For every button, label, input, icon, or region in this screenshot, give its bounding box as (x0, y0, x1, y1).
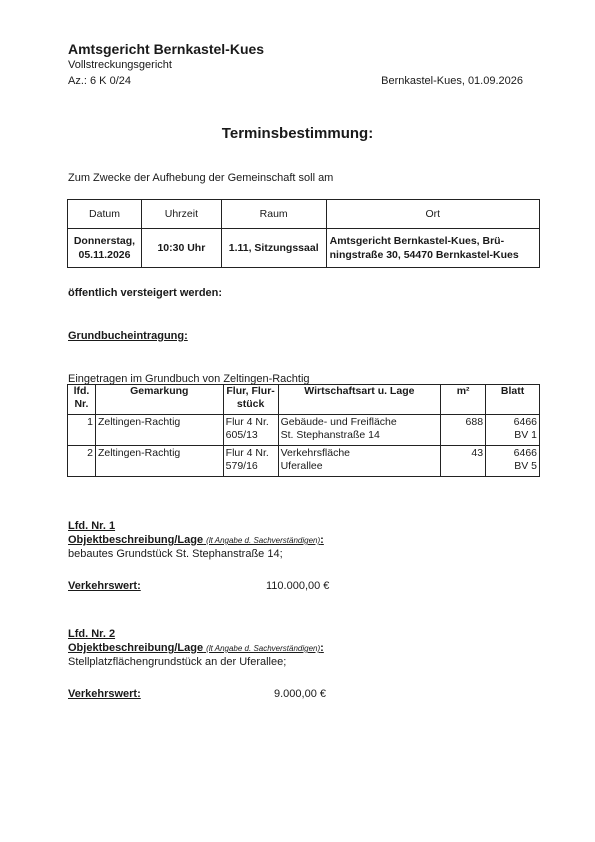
object-2-value-label: Verkehrswert: (68, 688, 141, 700)
appointment-place-line2: ningstraße 30, 54470 Bernkastel-Kues (329, 249, 519, 261)
header-flur (223, 385, 278, 415)
appointment-place-line1: Amtsgericht Bernkastel-Kues, Brü- (329, 235, 505, 247)
appointment-date (68, 229, 142, 268)
parcel-art-line1: Gebäude- und Freifläche (280, 416, 397, 428)
table-row (68, 415, 540, 446)
appointment-date-value: 05.11.2026 (78, 249, 131, 261)
parcel-nr: 2 (68, 446, 96, 477)
parcel-blatt-line1: 6466 (513, 416, 537, 428)
header-datum: Datum (68, 200, 142, 229)
object-2-number: Lfd. Nr. 2 (68, 628, 116, 640)
object-2-value: 9.000,00 € (274, 688, 326, 700)
parcel-flur (223, 415, 278, 446)
land-register-intro: Eingetragen im Grundbuch von Zeltingen-Rachtig (68, 373, 310, 385)
appointment-table (67, 199, 540, 268)
table-row (68, 446, 540, 477)
header-gemarkung: Gemarkung (95, 385, 223, 415)
object-1-number: Lfd. Nr. 1 (68, 520, 116, 532)
header-wirtschaftsart: Wirtschaftsart u. Lage (278, 385, 441, 415)
parcel-blatt-line1: 6466 (513, 447, 537, 459)
parcel-blatt-line2: BV 5 (514, 460, 537, 472)
object-2-description: Stellplatzflächengrundstück an der Uferallee; (68, 656, 287, 668)
object-2-label (68, 642, 324, 654)
object-2-label-note: (lt Angabe d. Sachverständigen) (206, 644, 321, 653)
object-1-label-note: (lt Angabe d. Sachverständigen) (206, 536, 321, 545)
appointment-place (326, 229, 539, 268)
object-1-value-label: Verkehrswert: (68, 580, 141, 592)
intro-text: Zum Zwecke der Aufhebung der Gemeinschaft soll am (68, 172, 334, 184)
header-flur-line2: stück (236, 398, 265, 410)
object-1-value: 110.000,00 € (266, 580, 330, 592)
parcel-art-line2: St. Stephanstraße 14 (280, 429, 380, 441)
parcel-flur-line1: Flur 4 Nr. (225, 447, 269, 459)
object-2-label-text: Objektbeschreibung/Lage (68, 642, 204, 654)
header-blatt: Blatt (486, 385, 540, 415)
appointment-row (68, 229, 540, 268)
parcel-art-line1: Verkehrsfläche (280, 447, 351, 459)
parcel-art (278, 446, 441, 477)
appointment-header-row (68, 200, 540, 229)
parcel-flur (223, 446, 278, 477)
object-1-description: bebautes Grundstück St. Stephanstraße 14; (68, 548, 283, 560)
object-1-label-text: Objektbeschreibung/Lage (68, 534, 204, 546)
parcel-flur-line2: 605/13 (225, 429, 258, 441)
parcel-table (67, 384, 540, 477)
document-title: Terminsbestimmung: (221, 125, 374, 142)
header-raum: Raum (221, 200, 326, 229)
land-register-heading: Grundbucheintragung: (68, 330, 188, 342)
file-number: Az.: 6 K 0/24 (68, 75, 131, 87)
header-ort: Ort (326, 200, 539, 229)
parcel-m2: 43 (441, 446, 486, 477)
parcel-header-row (68, 385, 540, 415)
parcel-blatt (486, 415, 540, 446)
object-1-label (68, 534, 324, 546)
auction-phrase: öffentlich versteigert werden: (68, 287, 223, 299)
court-department: Vollstreckungsgericht (68, 59, 172, 71)
place-date: Bernkastel-Kues, 01.09.2026 (381, 75, 523, 87)
header-lfd-line2: Nr. (74, 398, 89, 410)
parcel-art-line2: Uferallee (280, 460, 323, 472)
parcel-gemarkung: Zeltingen-Rachtig (95, 446, 223, 477)
appointment-time: 10:30 Uhr (141, 229, 221, 268)
parcel-art (278, 415, 441, 446)
parcel-gemarkung: Zeltingen-Rachtig (95, 415, 223, 446)
parcel-blatt-line2: BV 1 (514, 429, 537, 441)
header-lfd-nr (68, 385, 96, 415)
parcel-blatt (486, 446, 540, 477)
parcel-m2: 688 (441, 415, 486, 446)
court-name: Amtsgericht Bernkastel-Kues (68, 41, 265, 57)
header-lfd-line1: lfd. (73, 385, 90, 397)
object-1-label-colon: : (320, 534, 324, 546)
parcel-nr: 1 (68, 415, 96, 446)
parcel-flur-line2: 579/16 (225, 460, 258, 472)
appointment-weekday: Donnerstag, (73, 235, 136, 247)
header-uhrzeit: Uhrzeit (141, 200, 221, 229)
object-2-label-colon: : (320, 642, 324, 654)
appointment-room: 1.11, Sitzungssaal (221, 229, 326, 268)
parcel-flur-line1: Flur 4 Nr. (225, 416, 269, 428)
header-m2: m² (441, 385, 486, 415)
header-flur-line1: Flur, Flur- (226, 385, 275, 397)
